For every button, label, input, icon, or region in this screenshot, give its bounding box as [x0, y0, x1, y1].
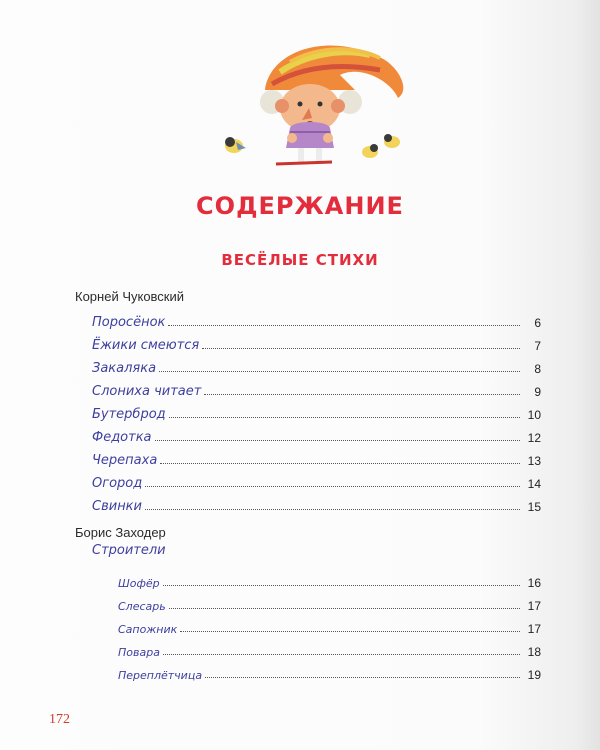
dot-leader [202, 348, 520, 349]
entry-page: 14 [527, 477, 541, 491]
gnome-illustration [210, 20, 410, 180]
entry-title: Шофёр [118, 577, 160, 590]
entry-page: 17 [527, 622, 541, 636]
dot-leader [180, 631, 520, 632]
toc-entry[interactable] [92, 450, 541, 468]
entry-title: Ёжики смеются [92, 338, 200, 353]
toc-entry[interactable] [92, 312, 541, 330]
entry-title: Свинки [92, 499, 142, 514]
toc-entry[interactable] [92, 427, 541, 445]
toc-entry[interactable] [118, 572, 541, 590]
toc-entry[interactable] [92, 335, 541, 353]
entry-title: Сапожник [118, 623, 178, 636]
entry-page: 13 [527, 454, 541, 468]
entry-title: Черепаха [92, 453, 158, 468]
dot-leader [159, 371, 520, 372]
entry-title: Повара [118, 646, 160, 659]
entry-page: 6 [534, 316, 541, 330]
toc-entry[interactable] [118, 641, 541, 659]
entry-title: Закаляка [92, 361, 157, 376]
toc-entry[interactable] [118, 664, 541, 682]
entry-page: 16 [527, 576, 541, 590]
toc-entry[interactable] [92, 404, 541, 422]
author-name: Корней Чуковский [75, 289, 185, 304]
entry-page: 17 [527, 599, 541, 613]
entry-page: 8 [534, 362, 541, 376]
entry-page: 9 [534, 385, 541, 399]
entry-title: Поросёнок [92, 315, 166, 330]
dot-leader [169, 608, 520, 609]
entry-page: 7 [534, 339, 541, 353]
entry-title: Переплётчица [118, 669, 203, 682]
dot-leader [168, 325, 520, 326]
toc-entry[interactable] [92, 496, 541, 514]
toc-entry[interactable] [92, 473, 541, 491]
author-name: Борис Заходер [75, 525, 166, 540]
section-title: ВЕСЁЛЫЕ СТИХИ [221, 251, 379, 269]
toc-entry[interactable] [118, 618, 541, 636]
entry-page: 19 [527, 668, 541, 682]
dot-leader [160, 463, 520, 464]
contents-title: СОДЕРЖАНИЕ [196, 192, 404, 220]
entry-title: Бутерброд [92, 407, 166, 422]
entry-page: 12 [527, 431, 541, 445]
toc-entry[interactable] [92, 381, 541, 399]
dot-leader [169, 417, 520, 418]
toc-entry[interactable] [118, 595, 541, 613]
entry-page: 18 [527, 645, 541, 659]
cycle-title[interactable]: Строители [92, 543, 166, 558]
toc-entry[interactable] [92, 358, 541, 376]
dot-leader [155, 440, 520, 441]
dot-leader [205, 677, 520, 678]
dot-leader [145, 509, 520, 510]
entry-page: 15 [527, 500, 541, 514]
dot-leader [145, 486, 520, 487]
dot-leader [204, 394, 520, 395]
entry-title: Федотка [92, 430, 152, 445]
dot-leader [163, 654, 520, 655]
entry-title: Слесарь [118, 600, 166, 613]
entry-title: Слониха читает [92, 384, 202, 399]
entry-title: Огород [92, 476, 143, 491]
page-number: 172 [49, 712, 70, 727]
entry-page: 10 [527, 408, 541, 422]
dot-leader [163, 585, 520, 586]
